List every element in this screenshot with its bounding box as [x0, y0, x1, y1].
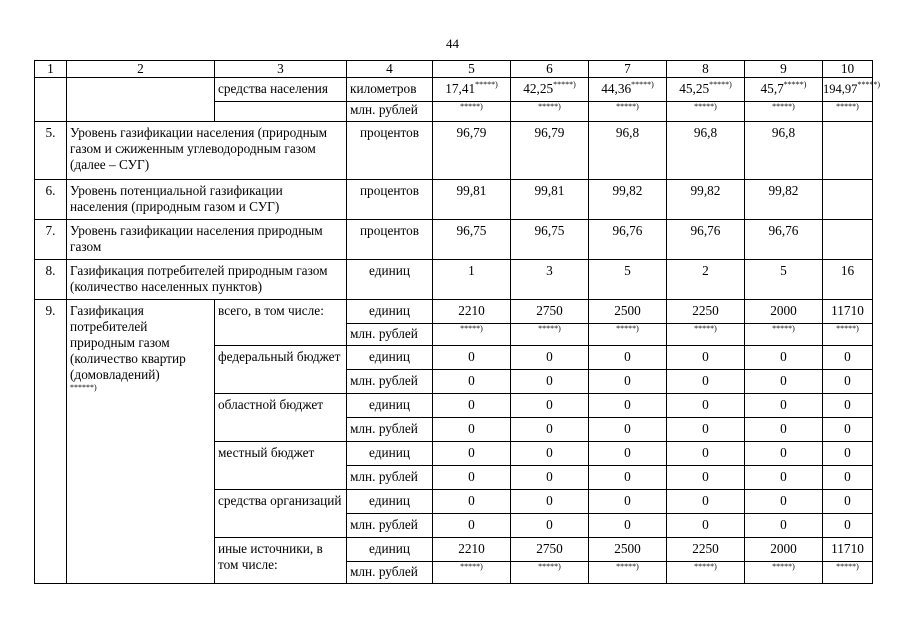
col-header: 3 [215, 61, 347, 78]
col-header: 2 [67, 61, 215, 78]
table-cell: 0 [433, 514, 511, 538]
table-cell: *****) [823, 562, 873, 584]
table-cell: 2210 [433, 538, 511, 562]
col-header: 8 [667, 61, 745, 78]
table-cell: *****) [589, 562, 667, 584]
col-header: 7 [589, 61, 667, 78]
table-cell: единиц [347, 394, 433, 418]
table-cell: 0 [589, 442, 667, 466]
table-cell: *****) [511, 562, 589, 584]
table-cell: *****) [667, 562, 745, 584]
table-cell: единиц [347, 442, 433, 466]
table-cell: 0 [511, 370, 589, 394]
table-cell: 0 [433, 466, 511, 490]
table-cell: 2500 [589, 300, 667, 324]
table-cell: 0 [745, 466, 823, 490]
table-cell: 11710 [823, 538, 873, 562]
table-cell: 16 [823, 260, 873, 300]
table-cell: 0 [511, 418, 589, 442]
table-cell: 96,75 [511, 220, 589, 260]
table-cell: *****) [589, 324, 667, 346]
table-cell: 0 [745, 514, 823, 538]
table-cell: 99,81 [511, 180, 589, 220]
table-cell: 0 [511, 346, 589, 370]
table-cell: *****) [433, 562, 511, 584]
table-cell: процентов [347, 180, 433, 220]
col-header: 1 [35, 61, 67, 78]
table-cell: 2750 [511, 538, 589, 562]
table-cell: 0 [667, 418, 745, 442]
funding-source: федеральный бюджет [215, 346, 347, 394]
table-cell: 0 [667, 442, 745, 466]
table-cell: 96,76 [589, 220, 667, 260]
table-cell: 1 [433, 260, 511, 300]
table-cell: 44,36*****) [589, 78, 667, 102]
table-row [35, 220, 873, 260]
table-cell: 0 [589, 394, 667, 418]
table-cell: 0 [823, 466, 873, 490]
indicator-text: Уровень потенциальной газификации населения (природным газом и СУГ) [67, 180, 347, 220]
indicator-text: Уровень газификации населения природным газом [67, 220, 347, 260]
table-cell: 96,76 [667, 220, 745, 260]
table-cell: 0 [511, 466, 589, 490]
table-cell: 0 [823, 370, 873, 394]
table-cell: 0 [589, 490, 667, 514]
table-cell: 0 [589, 346, 667, 370]
table-cell: 0 [823, 418, 873, 442]
table-cell: 0 [667, 466, 745, 490]
table-cell: единиц [347, 300, 433, 324]
table-cell: 96,75 [433, 220, 511, 260]
table-cell: 0 [667, 514, 745, 538]
table-cell: *****) [589, 102, 667, 122]
table-cell: 0 [433, 490, 511, 514]
table-cell: млн. рублей [347, 466, 433, 490]
col-header: 4 [347, 61, 433, 78]
indicator-text: Уровень газификации населения (природным газом и сжиженным углеводородным газом (далее – СУГ) [67, 122, 347, 180]
table-cell: 0 [511, 514, 589, 538]
table-cell: *****) [823, 324, 873, 346]
table-cell: 2000 [745, 300, 823, 324]
table-cell: 7. [35, 220, 67, 260]
col-header: 10 [823, 61, 873, 78]
table-cell: 9. [35, 300, 67, 584]
col-header: 5 [433, 61, 511, 78]
table-cell: млн. рублей [347, 562, 433, 584]
table-cell: 2750 [511, 300, 589, 324]
table-cell [215, 102, 347, 122]
table-cell: 8. [35, 260, 67, 300]
table-cell: 11710 [823, 300, 873, 324]
table-cell: *****) [433, 324, 511, 346]
table-cell: 0 [667, 394, 745, 418]
table-cell: 0 [745, 490, 823, 514]
table-cell: 0 [589, 418, 667, 442]
table-cell: 0 [823, 514, 873, 538]
table-cell: 3 [511, 260, 589, 300]
gasification-table [34, 60, 881, 584]
table-cell: 99,82 [667, 180, 745, 220]
table-cell: 2000 [745, 538, 823, 562]
table-cell: единиц [347, 490, 433, 514]
table-cell: *****) [745, 324, 823, 346]
table-cell: 0 [667, 346, 745, 370]
table-cell: 0 [823, 346, 873, 370]
table-cell: 96,8 [589, 122, 667, 180]
table-cell: 0 [745, 346, 823, 370]
table-cell: 0 [433, 418, 511, 442]
table-cell: 0 [589, 466, 667, 490]
table-cell: 99,82 [745, 180, 823, 220]
table-cell: 5. [35, 122, 67, 180]
table-cell [823, 220, 873, 260]
table-cell: 96,8 [667, 122, 745, 180]
table-cell: 0 [433, 346, 511, 370]
funds-label: средства населения [215, 78, 347, 102]
funding-source: всего, в том числе: [215, 300, 347, 346]
table-cell [35, 78, 67, 122]
table-cell: 5 [589, 260, 667, 300]
table-row [35, 260, 873, 300]
table-cell: 99,82 [589, 180, 667, 220]
table-cell: 0 [511, 442, 589, 466]
table-cell: *****) [745, 562, 823, 584]
table-cell: 0 [511, 394, 589, 418]
table-row [35, 180, 873, 220]
col-header: 9 [745, 61, 823, 78]
table-cell: процентов [347, 122, 433, 180]
table-cell: процентов [347, 220, 433, 260]
funding-source: местный бюджет [215, 442, 347, 490]
table-cell: 2250 [667, 300, 745, 324]
unit-cell: километров [347, 78, 433, 102]
table-cell: *****) [667, 324, 745, 346]
table-cell: 0 [433, 370, 511, 394]
table-cell: млн. рублей [347, 514, 433, 538]
funding-source: областной бюджет [215, 394, 347, 442]
table-cell: 0 [745, 370, 823, 394]
table-cell: 96,79 [511, 122, 589, 180]
table-cell: 96,8 [745, 122, 823, 180]
table-cell: *****) [511, 102, 589, 122]
table-cell: *****) [823, 102, 873, 122]
table-cell: 0 [589, 370, 667, 394]
funding-source: иные источники, в том числе: [215, 538, 347, 584]
table-cell: 0 [745, 418, 823, 442]
unit-cell: млн. рублей [347, 102, 433, 122]
column-number-row [35, 61, 873, 78]
table-cell: *****) [745, 102, 823, 122]
table-cell [823, 180, 873, 220]
table-cell: 2 [667, 260, 745, 300]
table-cell: 194,97*****) [823, 78, 873, 102]
table-cell: 42,25*****) [511, 78, 589, 102]
table-cell: млн. рублей [347, 324, 433, 346]
table-cell: 2210 [433, 300, 511, 324]
table-cell: 45,25*****) [667, 78, 745, 102]
table-cell: *****) [511, 324, 589, 346]
table-cell [823, 122, 873, 180]
table-cell: 0 [667, 490, 745, 514]
table-cell: 0 [823, 490, 873, 514]
table-cell: 0 [745, 442, 823, 466]
table-cell: 0 [511, 490, 589, 514]
table-cell: 96,76 [745, 220, 823, 260]
table-row [35, 122, 873, 180]
table-cell: 6. [35, 180, 67, 220]
table-cell: *****) [667, 102, 745, 122]
table-cell: млн. рублей [347, 418, 433, 442]
table-cell: *****) [433, 102, 511, 122]
table-cell: единиц [347, 538, 433, 562]
table-cell: 96,79 [433, 122, 511, 180]
table-cell: млн. рублей [347, 370, 433, 394]
table-cell: 0 [433, 442, 511, 466]
funding-source: средства организаций [215, 490, 347, 538]
table-cell: 17,41*****) [433, 78, 511, 102]
table-cell: 0 [433, 394, 511, 418]
table-cell: 5 [745, 260, 823, 300]
table-cell [67, 78, 215, 122]
table-cell: 0 [667, 370, 745, 394]
table-cell: 2250 [667, 538, 745, 562]
page-number: 44 [446, 36, 459, 51]
table-cell: единиц [347, 346, 433, 370]
table-row [35, 300, 873, 324]
table-cell: 0 [589, 514, 667, 538]
table-row [35, 78, 873, 102]
table-cell: единиц [347, 260, 433, 300]
table-cell: 0 [823, 442, 873, 466]
table-cell: 0 [745, 394, 823, 418]
indicator-text: Газификация потребителей природным газом (количество квартир (домовладений) ******) [67, 300, 215, 584]
table-cell: 45,7*****) [745, 78, 823, 102]
indicator-text: Газификация потребителей природным газом (количество населенных пунктов) [67, 260, 347, 300]
table-cell: 0 [823, 394, 873, 418]
table-cell: 2500 [589, 538, 667, 562]
col-header: 6 [511, 61, 589, 78]
table-cell: 99,81 [433, 180, 511, 220]
